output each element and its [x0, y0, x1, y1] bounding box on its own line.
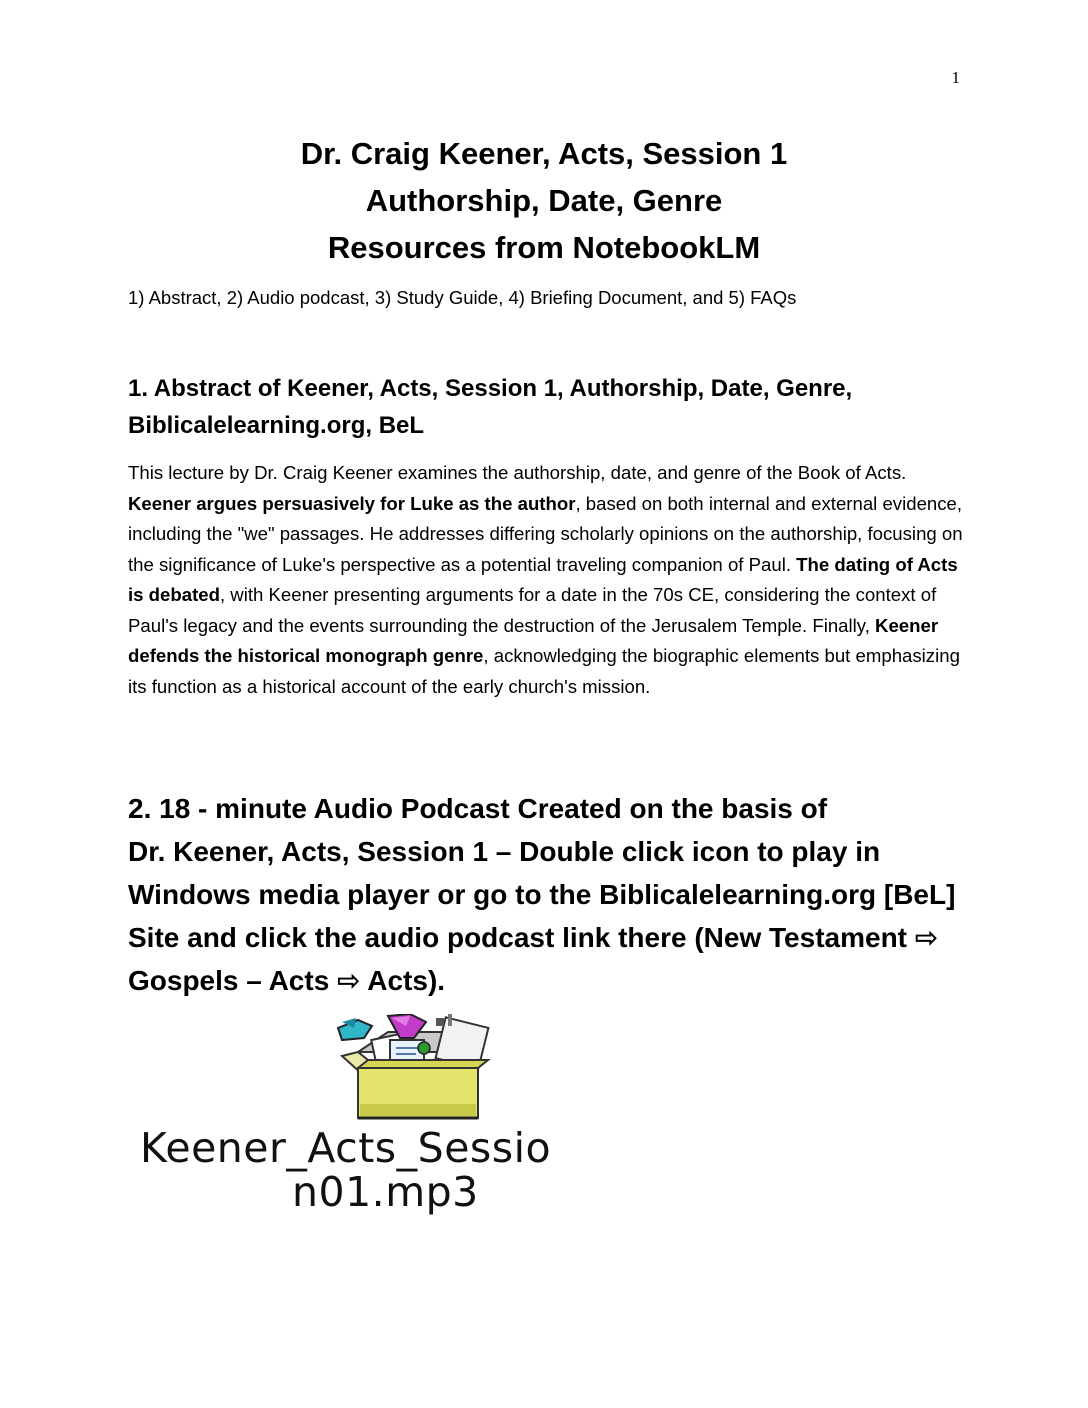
- filename-line-1: Keener_Acts_Sessio: [140, 1124, 552, 1172]
- abstract-text-4: , acknowledging the biographic elements but emphasizing its function as a historical account of the early church's mission.: [128, 645, 960, 697]
- podcast-heading-line-3: Windows media player or go to the Biblicalelearning.org [BeL]: [128, 879, 956, 910]
- abstract-bold-3: Keener defends the historical monograph genre: [128, 614, 939, 666]
- podcast-heading-line-2: Dr. Keener, Acts, Session 1 – Double click icon to play in: [128, 836, 881, 867]
- abstract-heading-line-2: Biblicalelearning.org, BeL: [128, 412, 425, 439]
- abstract-heading-line-1: 1. Abstract of Keener, Acts, Session 1, Authorship, Date, Genre,: [128, 375, 853, 402]
- abstract-text-1: This lecture by Dr. Craig Keener examines the authorship, date, and genre of the Book of Acts.: [128, 462, 907, 483]
- abstract-heading: [128, 370, 968, 444]
- attachment-filename[interactable]: [140, 1126, 700, 1214]
- audio-attachment[interactable]: [140, 1014, 700, 1224]
- podcast-heading-line-5b: Acts).: [360, 965, 446, 996]
- document-title: [0, 130, 1088, 271]
- podcast-heading-line-1: 2. 18 - minute Audio Podcast Created on the basis of: [128, 793, 828, 824]
- title-line-1: Dr. Craig Keener, Acts, Session 1: [300, 136, 788, 171]
- podcast-heading: [128, 787, 968, 1002]
- package-icon[interactable]: [328, 1014, 504, 1124]
- abstract-paragraph: [128, 458, 968, 702]
- title-line-3: Resources from NotebookLM: [327, 230, 761, 265]
- arrow-right-icon: ⇨: [914, 922, 939, 953]
- abstract-bold-1: Keener argues persuasively for Luke as the author: [128, 492, 576, 514]
- title-line-2: Authorship, Date, Genre: [365, 183, 723, 218]
- abstract-text-2: , based on both internal and external evidence, including the "we" passages. He addresses differing scholarly opinions on the authorship, focusing on the significance of Luke's perspective as a potential traveling companion of Paul.: [128, 492, 963, 575]
- page-number: 1: [951, 68, 960, 87]
- abstract-bold-2: The dating of Acts is debated: [128, 553, 958, 605]
- podcast-heading-line-5a: Gospels – Acts: [128, 965, 338, 996]
- arrow-right-icon: ⇨: [337, 965, 361, 996]
- podcast-heading-line-4: Site and click the audio podcast link there (New Testament: [128, 922, 915, 953]
- abstract-text-3: , with Keener presenting arguments for a date in the 70s CE, considering the context of Paul's legacy and the events surrounding the destruction of the Jerusalem Temple. Finally,: [128, 584, 937, 636]
- filename-line-2: n01.mp3: [292, 1168, 479, 1216]
- contents-list: 1) Abstract, 2) Audio podcast, 3) Study Guide, 4) Briefing Document, and 5) FAQs: [128, 287, 797, 308]
